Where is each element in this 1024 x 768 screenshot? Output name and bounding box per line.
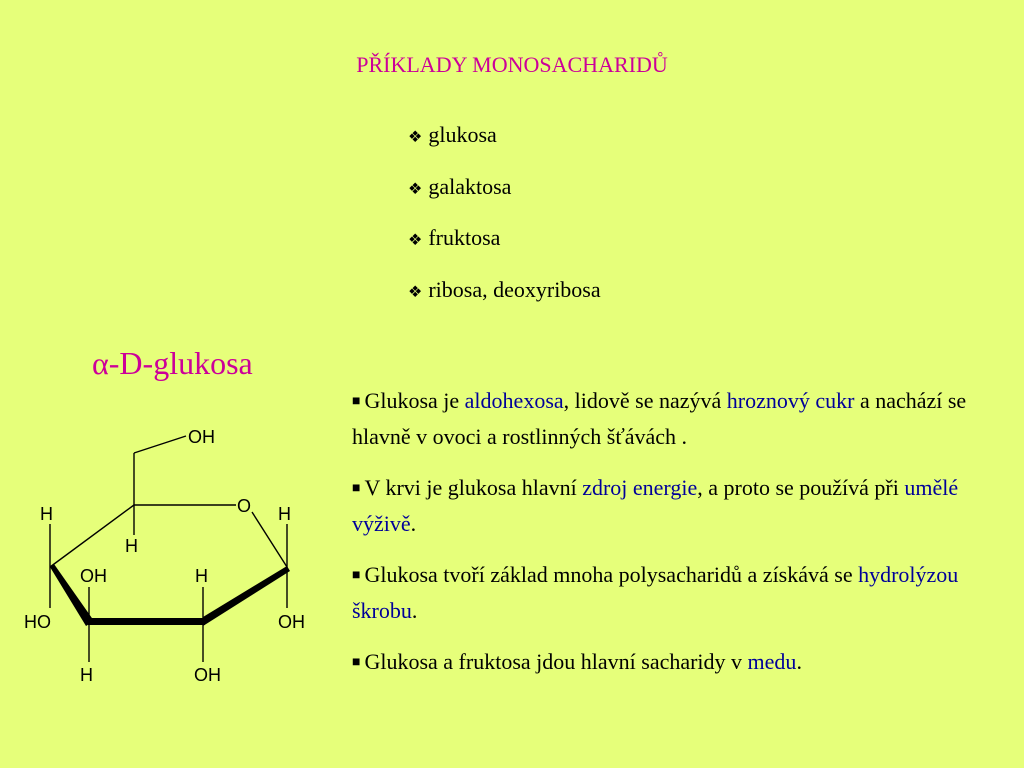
square-bullet-icon: ■ [352,481,361,496]
diamond-bullet-icon: ❖ [408,129,423,146]
list-item: ❖ fruktosa [408,225,501,250]
diamond-bullet-icon: ❖ [408,180,423,198]
label-oh-right: OH [278,612,305,632]
list-item: ❖ glukosa [408,122,497,147]
diamond-bullet-icon: ❖ [408,283,423,301]
list-item: ❖ galaktosa [408,173,512,199]
structure-title: α-D-glukosa [92,345,253,381]
wedge-bond [203,566,290,626]
label-h-c5: H [125,536,138,556]
glucose-description [352,383,972,696]
slide-title: PŘÍKLADY MONOSACHARIDŮ [356,52,668,77]
paragraph: ■ Glukosa tvoří základ mnoha polysacharidů a získává se hydrolýzou škrobu. [352,562,959,623]
label-oh-top: OH [188,427,215,447]
label-h-c2: H [195,566,208,586]
square-bullet-icon: ■ [352,655,361,670]
label-h-left: H [40,504,53,524]
square-bullet-icon: ■ [352,394,361,409]
square-bullet-icon: ■ [352,568,361,583]
label-h-bottom: H [80,665,93,685]
alpha-symbol: α [92,345,109,381]
list-item: ❖ ribosa, deoxyribosa [408,276,601,302]
wedge-bond [88,618,205,625]
label-ho-left: HO [24,612,51,632]
label-ring-o: O [237,496,252,516]
label-h-c1: H [278,504,291,524]
label-oh-c4: OH [80,566,107,586]
diamond-bullet-icon: ❖ [408,232,423,249]
paragraph: ■ Glukosa a fruktosa jdou hlavní sacharidy v medu. [352,649,802,674]
paragraph: ■ Glukosa je aldohexosa, lidově se nazývá hroznový cukr a nachází se hlavně v ovoci a rostlinných šťávách . [352,388,967,449]
ring-bonds [50,436,287,662]
paragraph: ■ V krvi je glukosa hlavní zdroj energie, a proto se používá při umělé výživě. [352,475,959,536]
label-oh-bottom: OH [194,665,221,685]
